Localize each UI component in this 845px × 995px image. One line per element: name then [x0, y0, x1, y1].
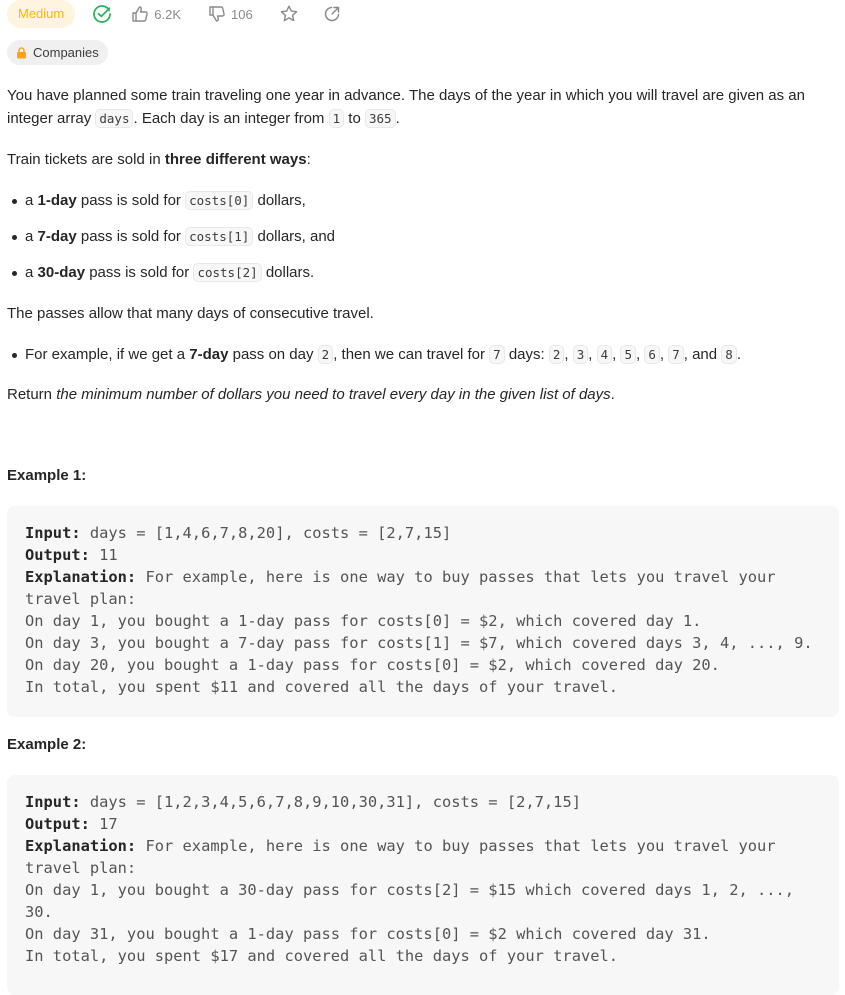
text-segment: You have planned some train traveling one year in advance. The days of the year in which you will travel are given as an integer array	[7, 87, 805, 127]
problem-toolbar	[7, 0, 341, 28]
text-segment: dollars, and	[253, 228, 336, 245]
input-value: days = [1,4,6,7,8,20], costs = [2,7,15]	[80, 524, 452, 542]
inline-code: days	[95, 109, 133, 128]
input-label: Input:	[25, 524, 81, 542]
text-segment: a	[25, 192, 38, 209]
text-segment: :	[306, 151, 311, 168]
explanation-line: On day 1, you bought a 30-day pass for costs[2] = $15 which covered days 1, 2, ...,	[25, 881, 795, 899]
input-label: Input:	[25, 793, 81, 811]
list-item: For example, if we get a 7-day pass on day 2 , then we can travel for 7 days: 2 , 3 , 4 , 5 , 6 , 7 , and 8 .	[7, 343, 837, 366]
inline-code: 2	[318, 345, 334, 364]
description-paragraph	[7, 148, 837, 171]
italic-text: the minimum number of dollars you need to travel every day in the given list of days	[56, 386, 611, 403]
difficulty-badge: Medium	[7, 0, 75, 28]
text-segment: pass on day	[228, 346, 318, 363]
text-segment: .	[395, 110, 400, 127]
text-segment: dollars.	[261, 264, 315, 281]
like-count: 6.2K	[154, 6, 181, 22]
share-icon	[323, 5, 341, 23]
inline-code: 3	[573, 345, 589, 364]
explanation-line: For example, here is one way to buy passes that lets you travel your	[136, 568, 776, 586]
inline-code: 5	[620, 345, 636, 364]
description-paragraph	[7, 84, 837, 130]
text-segment: .	[736, 346, 741, 363]
text-segment: a	[25, 228, 38, 245]
explanation-line: For example, here is one way to buy passes that lets you travel your	[136, 837, 776, 855]
text-segment: dollars,	[253, 192, 306, 209]
description-paragraph	[7, 383, 837, 406]
text-segment: a	[25, 264, 38, 281]
text-segment: , then we can travel for	[333, 346, 490, 363]
thumbs-down-icon	[208, 5, 226, 23]
companies-tag[interactable]	[7, 40, 108, 65]
like-button[interactable]	[131, 5, 181, 23]
text-segment: to	[344, 110, 365, 127]
inline-code: 365	[365, 109, 396, 128]
output-value: 17	[89, 815, 118, 833]
text-segment: Return	[7, 386, 57, 403]
explanation-line: On day 3, you bought a 7-day pass for costs[1] = $7, which covered days 3, 4, ..., 9.	[25, 634, 813, 652]
explanation-label: Explanation:	[25, 837, 137, 855]
text-segment: pass is sold for	[76, 228, 186, 245]
example-title: Example 2:	[7, 736, 87, 753]
output-label: Output:	[25, 815, 90, 833]
explanation-line: 30.	[25, 903, 53, 921]
output-value: 11	[89, 546, 118, 564]
example-block	[7, 506, 839, 717]
text-segment: . Each day is an integer from	[133, 110, 329, 127]
inline-code: 6	[644, 345, 660, 364]
dislike-button[interactable]	[208, 5, 253, 23]
input-value: days = [1,2,3,4,5,6,7,8,9,10,30,31], costs = [2,7,15]	[80, 793, 581, 811]
list-item	[7, 261, 837, 284]
lock-icon	[16, 47, 27, 59]
explanation-line: On day 31, you bought a 1-day pass for costs[0] = $2 which covered day 31.	[25, 925, 711, 943]
bold-text: three different ways	[164, 151, 307, 168]
explanation-label: Explanation:	[25, 568, 137, 586]
solved-check-icon	[92, 4, 112, 24]
inline-code: 1	[329, 109, 345, 128]
text-segment: Train tickets are sold in	[7, 151, 165, 168]
example-block	[7, 775, 839, 995]
inline-code: 4	[597, 345, 613, 364]
explanation-line: travel plan:	[25, 859, 137, 877]
inline-code: 7	[668, 345, 684, 364]
explanation-line: In total, you spent $11 and covered all the days of your travel.	[25, 678, 619, 696]
explanation-line: In total, you spent $17 and covered all the days of your travel.	[25, 947, 619, 965]
explanation-line: On day 20, you bought a 1-day pass for costs[0] = $2, which covered day 20.	[25, 656, 720, 674]
output-label: Output:	[25, 546, 90, 564]
explanation-line: travel plan:	[25, 590, 137, 608]
inline-code: costs[1]	[185, 227, 253, 246]
companies-label: Companies	[33, 45, 99, 60]
example-title: Example 1:	[7, 467, 87, 484]
text-segment: .	[610, 386, 615, 403]
bold-text: 30-day	[37, 264, 86, 281]
share-button[interactable]	[323, 5, 341, 23]
favorite-button[interactable]	[279, 4, 299, 24]
text-segment: For example, if we get a	[25, 346, 190, 363]
star-icon	[279, 4, 299, 24]
example-bullet	[7, 343, 837, 366]
inline-code: costs[0]	[185, 191, 253, 210]
explanation-line: On day 1, you bought a 1-day pass for costs[0] = $2, which covered day 1.	[25, 612, 702, 630]
passes-list	[7, 189, 837, 284]
text-segment: pass is sold for	[76, 192, 186, 209]
text-segment: pass is sold for	[85, 264, 194, 281]
bold-text: 7-day	[189, 346, 229, 363]
thumbs-up-icon	[131, 5, 149, 23]
inline-code: 2	[549, 345, 565, 364]
text-segment: days:	[504, 346, 549, 363]
inline-code: 7	[489, 345, 505, 364]
bold-text: 1-day	[37, 192, 77, 209]
list-item	[7, 189, 837, 212]
description-paragraph: The passes allow that many days of consecutive travel.	[7, 305, 374, 322]
bold-text: 7-day	[37, 228, 77, 245]
inline-code: costs[2]	[193, 263, 261, 282]
dislike-count: 106	[231, 6, 253, 22]
text-segment: , and	[683, 346, 722, 363]
list-item	[7, 225, 837, 248]
inline-code: 8	[721, 345, 737, 364]
